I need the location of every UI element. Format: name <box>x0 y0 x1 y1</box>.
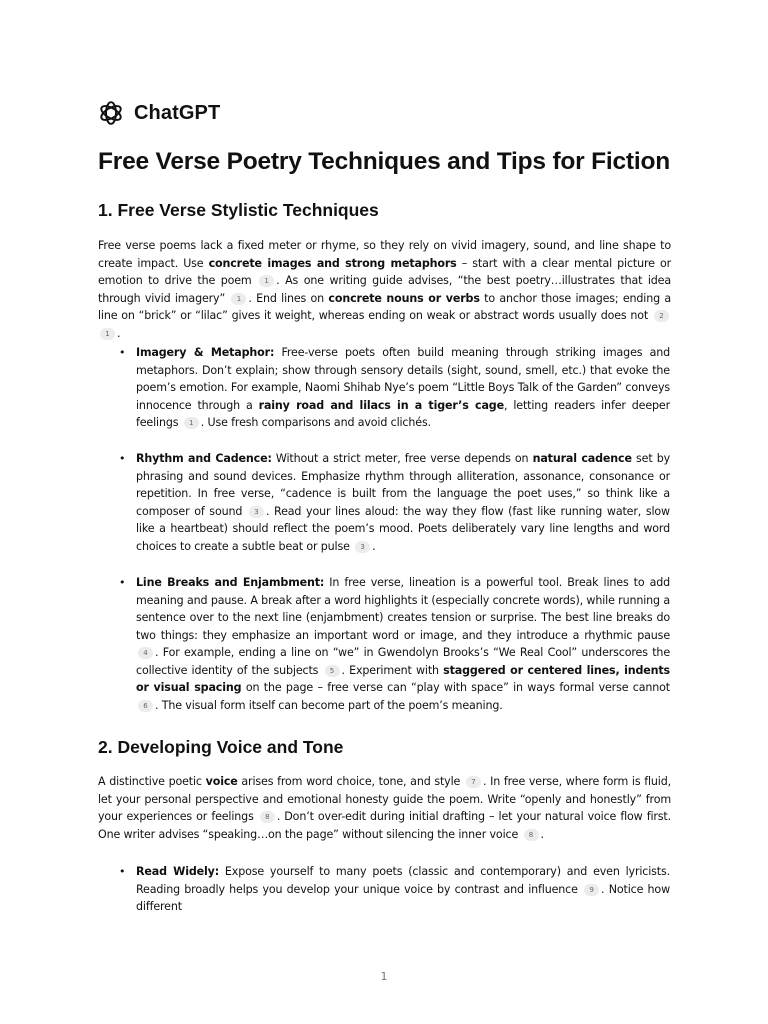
bold-phrase: concrete images and strong metaphors <box>208 256 457 270</box>
citation-badge[interactable]: 3 <box>355 541 370 553</box>
citation-badge[interactable]: 9 <box>584 884 599 896</box>
section1-intro: Free verse poems lack a fixed meter or rhyme, so they rely on vivid imagery, sound, and line shape to create impact. Use concrete images and strong metaphors – start with a clear mental picture or emotion to drive the poem 1 . As one writing guide advises, “the best poetry…illustrates that idea through vivid imagery” 1 . End lines on concrete nouns or verbs to anchor those images; ending a line on “brick” or “lilac” gives it weight, whereas ending on weak or abstract words usually does not 21 . <box>98 239 672 340</box>
brand-header <box>98 100 220 126</box>
bullet-label: Imagery & Metaphor: <box>136 346 275 359</box>
citation-badge[interactable]: 5 <box>325 665 340 677</box>
citation-badge[interactable]: 1 <box>259 275 274 287</box>
citation-badge[interactable]: 8 <box>260 811 275 823</box>
section-heading-1: 1. Free Verse Stylistic Techniques <box>98 200 379 220</box>
bold-phrase: natural cadence <box>532 452 632 465</box>
bold-phrase: staggered or centered lines, indents or visual spacing <box>136 663 671 694</box>
citation-badge[interactable]: 1 <box>184 417 199 429</box>
citation-badge[interactable]: 7 <box>466 776 481 788</box>
citation-badge[interactable]: 1 <box>100 328 115 340</box>
bullet-imagery-metaphor: • Imagery & Metaphor: Free-verse poets often build meaning through striking images and metaphors. Don’t explain; show through sensory details (sight, sound, smell, etc.) that evoke the poem’s emotion. For example, Naomi Shihab Nye’s poem “Little Boys Talk of the Garden” conveys innocence through a rainy road and lilacs in a tiger’s cage, letting readers infer deeper feelings 1 . Use fresh comparisons and avoid clichés. <box>119 346 670 429</box>
bullet-dot: • <box>119 452 126 465</box>
bullet-line-breaks: • Line Breaks and Enjambment: In free verse, lineation is a powerful tool. Break lines to add meaning and pause. A break after a word highlights it (especially concrete words), while running a sentence over to the next line (enjambment) creates tension or surprise. The best line breaks do two things: they emphasize an important word or image, and they introduce a rhythmic pause 4 . For example, ending a line on “we” in Gwendolyn Brooks’s “We Real Cool” underscores the collective identity of the subjects 5 . Experiment with staggered or centered lines, indents or visual spacing on the page – free verse can “play with space” in ways formal verse cannot 6 . The visual form itself can become part of the poem’s meaning. <box>119 576 671 712</box>
page-title: Free Verse Poetry Techniques and Tips for Fiction <box>98 148 671 175</box>
citation-badge[interactable]: 8 <box>524 829 539 841</box>
bullet-label: Line Breaks and Enjambment: <box>136 576 325 589</box>
citation-badge[interactable]: 1 <box>231 293 246 305</box>
citation-badge[interactable]: 3 <box>249 506 264 518</box>
section-heading-2: 2. Developing Voice and Tone <box>98 737 344 757</box>
bullet-dot: • <box>119 576 126 589</box>
bullet-label: Rhythm and Cadence: <box>136 452 272 465</box>
bullet-dot: • <box>119 865 126 878</box>
citation-badge[interactable]: 4 <box>138 647 153 659</box>
bullet-label: Read Widely: <box>136 865 220 878</box>
bold-phrase: concrete nouns or verbs <box>328 291 480 305</box>
bold-phrase: voice <box>205 775 238 788</box>
section2-intro: A distinctive poetic voice arises from word choice, tone, and style 7 . In free verse, where form is fluid, let your personal perspective and emotional honesty guide the poem. Write “openly and honestly” from your experiences or feelings 8 . Don’t over-edit during initial drafting – let your natural voice flow first. One writer advises “speaking…on the page” without silencing the inner voice 8 . <box>98 775 671 841</box>
bold-phrase: rainy road and lilacs in a tiger’s cage <box>258 398 504 412</box>
brand-name: ChatGPT <box>134 101 221 124</box>
bullet-dot: • <box>119 346 126 359</box>
citation-badge[interactable]: 6 <box>138 700 153 712</box>
openai-logo-icon <box>98 100 124 126</box>
citation-badge[interactable]: 2 <box>654 310 669 322</box>
bullet-rhythm-cadence: • Rhythm and Cadence: Without a strict meter, free verse depends on natural cadence set by phrasing and sound devices. Emphasize rhythm through alliteration, assonance, consonance or repetition. In free verse, “cadence is built from the language the poet uses,” so think like a composer of sound 3 . Read your lines aloud: the way they flow (fast like running water, slow like a heartbeat) should reflect the poem’s mood. Poets deliberately vary line lengths and word choices to create a subtle beat or pulse 3 . <box>119 452 671 553</box>
bullet-read-widely: • Read Widely: Expose yourself to many poets (classic and contemporary) and even lyricists. Reading broadly helps you develop your unique voice by contrast and influence 9 . Notice how different <box>119 865 671 913</box>
page-number: 1 <box>380 970 388 983</box>
